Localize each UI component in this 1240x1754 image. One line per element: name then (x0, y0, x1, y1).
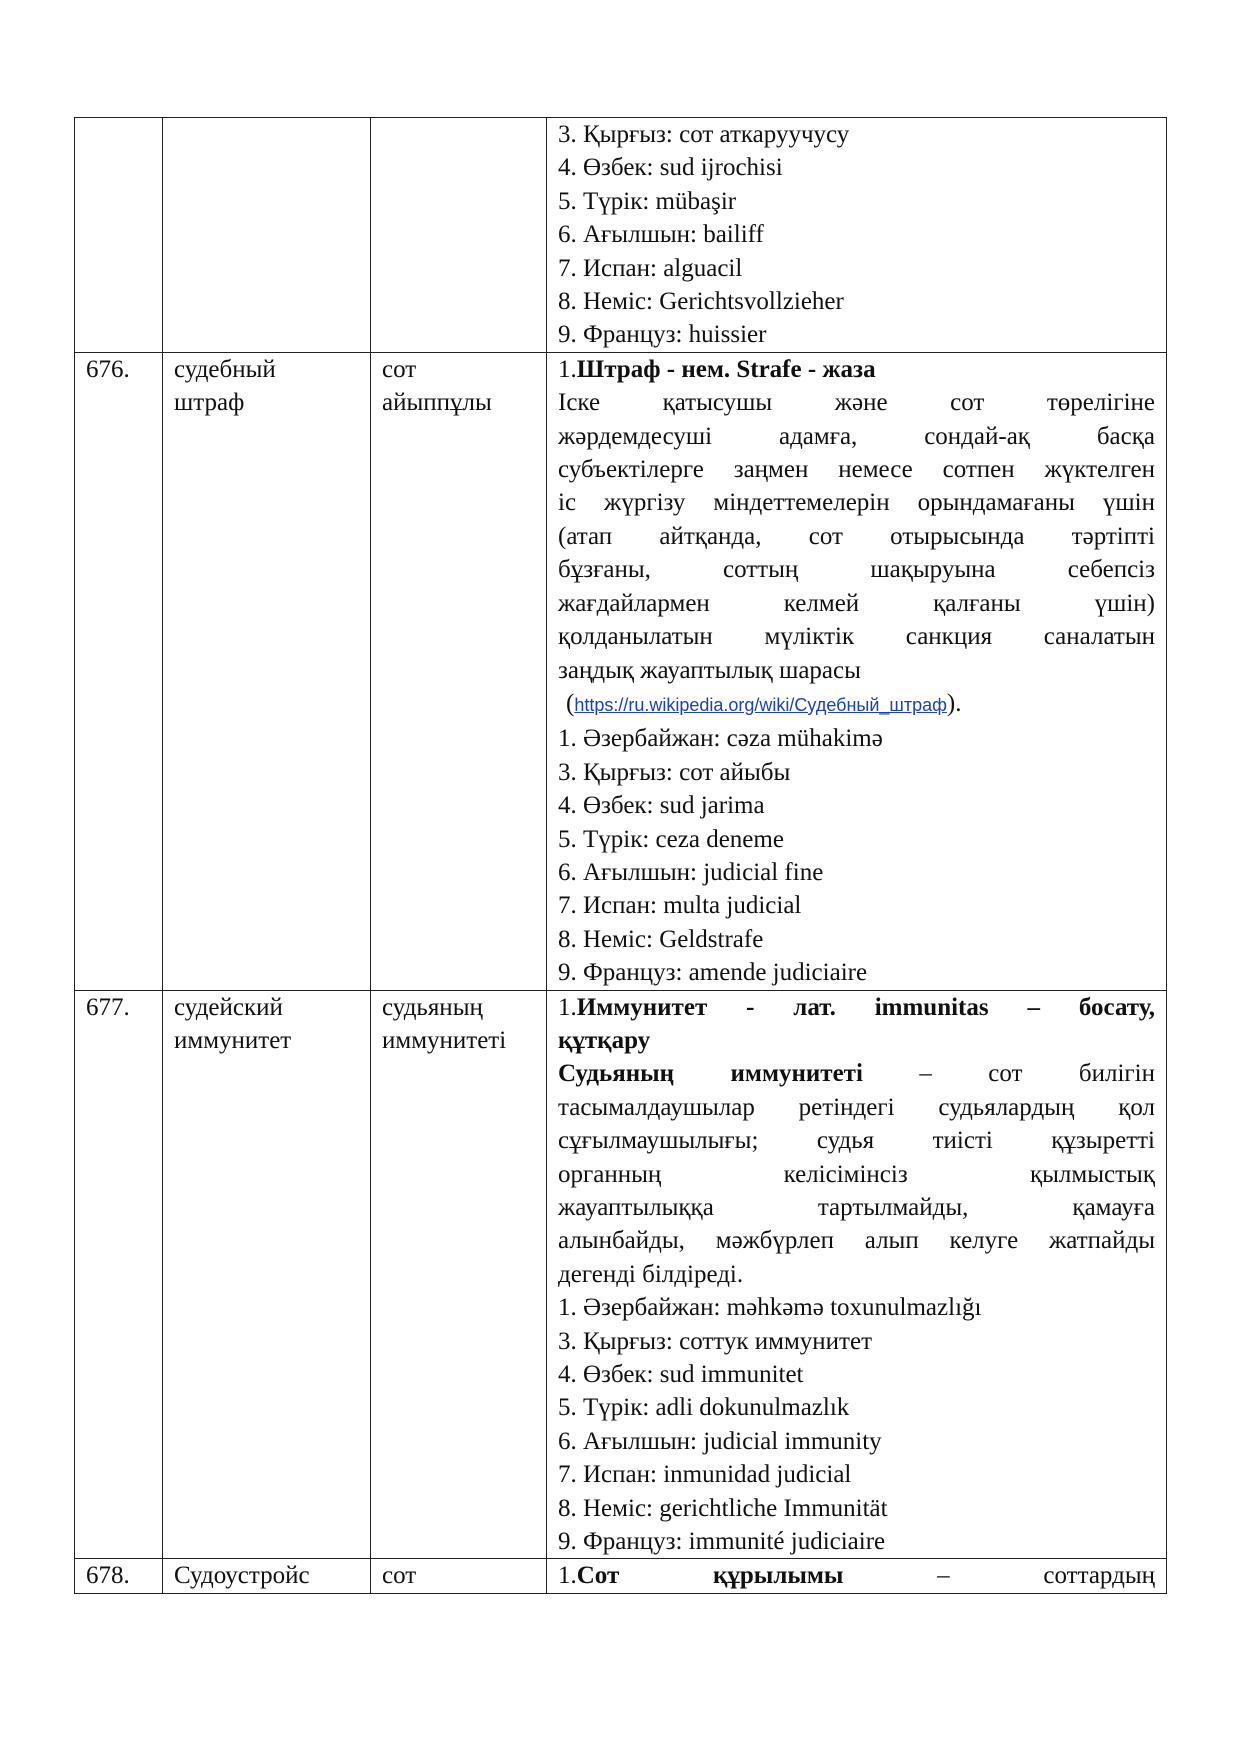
kazakh-term-cell (371, 990, 547, 1559)
entry-number: 677. (86, 993, 130, 1021)
translation-line: 6. Ағылшын: judicial fine (558, 858, 824, 886)
translation-line: 4. Өзбек: sud immunitet (558, 1361, 804, 1389)
definition-line: іс жүргізу міндеттемелерін орындамағаны үшін (558, 489, 1155, 517)
source-line (558, 687, 1155, 722)
translation-line: 5. Түрік: ceza deneme (558, 825, 784, 853)
definition-line: Іске қатысушы және сот төрелігіне (558, 389, 1155, 417)
table-row (75, 1559, 1167, 1593)
definition-line: бұзғаны, соттың шақыруына себепсіз (558, 556, 1155, 584)
definition-heading (558, 353, 1155, 386)
entry-number: 676. (86, 355, 130, 383)
heading-number: 1. (558, 355, 577, 383)
entry-number: 678. (86, 1562, 130, 1590)
definition-line: дегенді білдіреді. (558, 1260, 744, 1288)
kazakh-term-line: сот (382, 1562, 417, 1590)
translation-line: 3. Қырғыз: сот аткаруучусу (558, 121, 850, 148)
definition-line: субъектілерге заңмен немесе сотпен жүктелген (558, 456, 1155, 484)
kazakh-term-line: сот (382, 355, 417, 383)
russian-term-cell (163, 990, 371, 1559)
number-cell (75, 1559, 163, 1593)
translation-line: 8. Неміс: Geldstrafe (558, 925, 764, 953)
heading-term: Иммунитет - лат. immunitas – босату, (576, 993, 1155, 1021)
translation-line: 5. Түрік: adli dokunulmazlık (558, 1394, 850, 1422)
heading-term: Штраф - нем. Strafe - жаза (576, 355, 876, 383)
russian-term-cell (163, 1559, 371, 1593)
kazakh-term-cell (371, 352, 547, 990)
definition-cell (547, 352, 1167, 990)
definition-line (558, 1057, 1155, 1090)
russian-term-line: Судоустройс (174, 1562, 310, 1590)
definition-line: органның келісімінсіз қылмыстық (558, 1160, 1155, 1188)
russian-term-line: иммунитет (174, 1026, 292, 1054)
definition-cell (547, 1559, 1167, 1593)
translation-line: 3. Қырғыз: сот айыбы (558, 758, 791, 786)
definition-cell (547, 990, 1167, 1559)
kazakh-term-line: айыппұлы (382, 389, 492, 417)
translation-line: 3. Қырғыз: соттук иммунитет (558, 1327, 873, 1355)
heading-number: 1. (558, 1562, 577, 1590)
translation-line: 6. Ағылшын: bailiff (558, 221, 764, 249)
translation-line: 4. Өзбек: sud ijrochisi (558, 154, 783, 182)
definition-cell (547, 118, 1167, 353)
heading-term-cont: құтқару (558, 1026, 651, 1054)
kazakh-term-line: судьяның (382, 993, 483, 1021)
heading-number: 1. (558, 993, 577, 1021)
paren-open: ( (566, 689, 575, 717)
number-cell (75, 118, 163, 353)
russian-term-line: штраф (174, 389, 245, 417)
definition-line: жағдайлармен келмей қалғаны үшін) (558, 589, 1155, 617)
number-cell (75, 352, 163, 990)
translation-line: 8. Неміс: Gerichtsvollzieher (558, 288, 844, 316)
definition-line: сұғылмаушылығы; судья тиісті құзыретті (558, 1127, 1155, 1155)
definition-line: заңдық жауаптылық шарасы (558, 656, 861, 684)
dictionary-table (74, 117, 1167, 1594)
definition-line: (атап айтқанда, сот отырысында тәртіпті (558, 522, 1155, 550)
definition-text: – соттардың (937, 1562, 1155, 1590)
table-row (75, 118, 1167, 353)
kazakh-term-cell (371, 118, 547, 353)
definition-text: – сот билігін (919, 1060, 1155, 1088)
table-row (75, 990, 1167, 1559)
translation-line: 9. Француз: immunité judiciaire (558, 1528, 886, 1556)
table-row (75, 352, 1167, 990)
source-link[interactable]: https://ru.wikipedia.org/wiki/Судебный_штраф (574, 694, 947, 715)
russian-term-cell (163, 118, 371, 353)
translation-line: 7. Испан: inmunidad judicial (558, 1461, 852, 1489)
translation-line: 8. Неміс: gerichtliche Immunität (558, 1494, 888, 1522)
definition-line: жәрдемдесуші адамға, сондай-ақ басқа (558, 422, 1155, 450)
translation-line: 1. Әзербайжан: cəza mühakimə (558, 725, 883, 753)
russian-term-line: судебный (174, 355, 276, 383)
translation-line: 9. Француз: huissier (558, 321, 767, 349)
definition-line: тасымалдаушылар ретіндегі судьялардың қол (558, 1093, 1155, 1121)
heading-term: Сот құрылымы (576, 1562, 844, 1590)
translation-line: 1. Әзербайжан: məhkəmə toxunulmazlığı (558, 1294, 982, 1322)
definition-heading-cont (558, 1024, 1155, 1057)
definition-line: қолданылатын мүліктік санкция саналатын (558, 623, 1155, 651)
definition-line: алынбайды, мәжбүрлеп алып келуге жатпайды (558, 1227, 1155, 1255)
kazakh-term-line: иммунитеті (382, 1026, 507, 1054)
translation-line: 7. Испан: multa judicial (558, 892, 802, 920)
defined-term: Судьяның иммунитеті (558, 1060, 863, 1088)
number-cell (75, 990, 163, 1559)
translation-line: 9. Француз: amende judiciaire (558, 959, 868, 987)
definition-heading (558, 1559, 1155, 1592)
translation-line: 5. Түрік: mübaşir (558, 187, 737, 215)
translation-line: 4. Өзбек: sud jarima (558, 792, 765, 820)
kazakh-term-cell (371, 1559, 547, 1593)
russian-term-line: судейский (174, 993, 283, 1021)
definition-line: жауаптылыққа тартылмайды, қамауға (558, 1194, 1155, 1221)
translation-line: 7. Испан: alguacil (558, 254, 743, 282)
definition-heading (558, 991, 1155, 1024)
russian-term-cell (163, 352, 371, 990)
translation-line: 6. Ағылшын: judicial immunity (558, 1427, 882, 1455)
paren-close: ). (946, 689, 962, 717)
